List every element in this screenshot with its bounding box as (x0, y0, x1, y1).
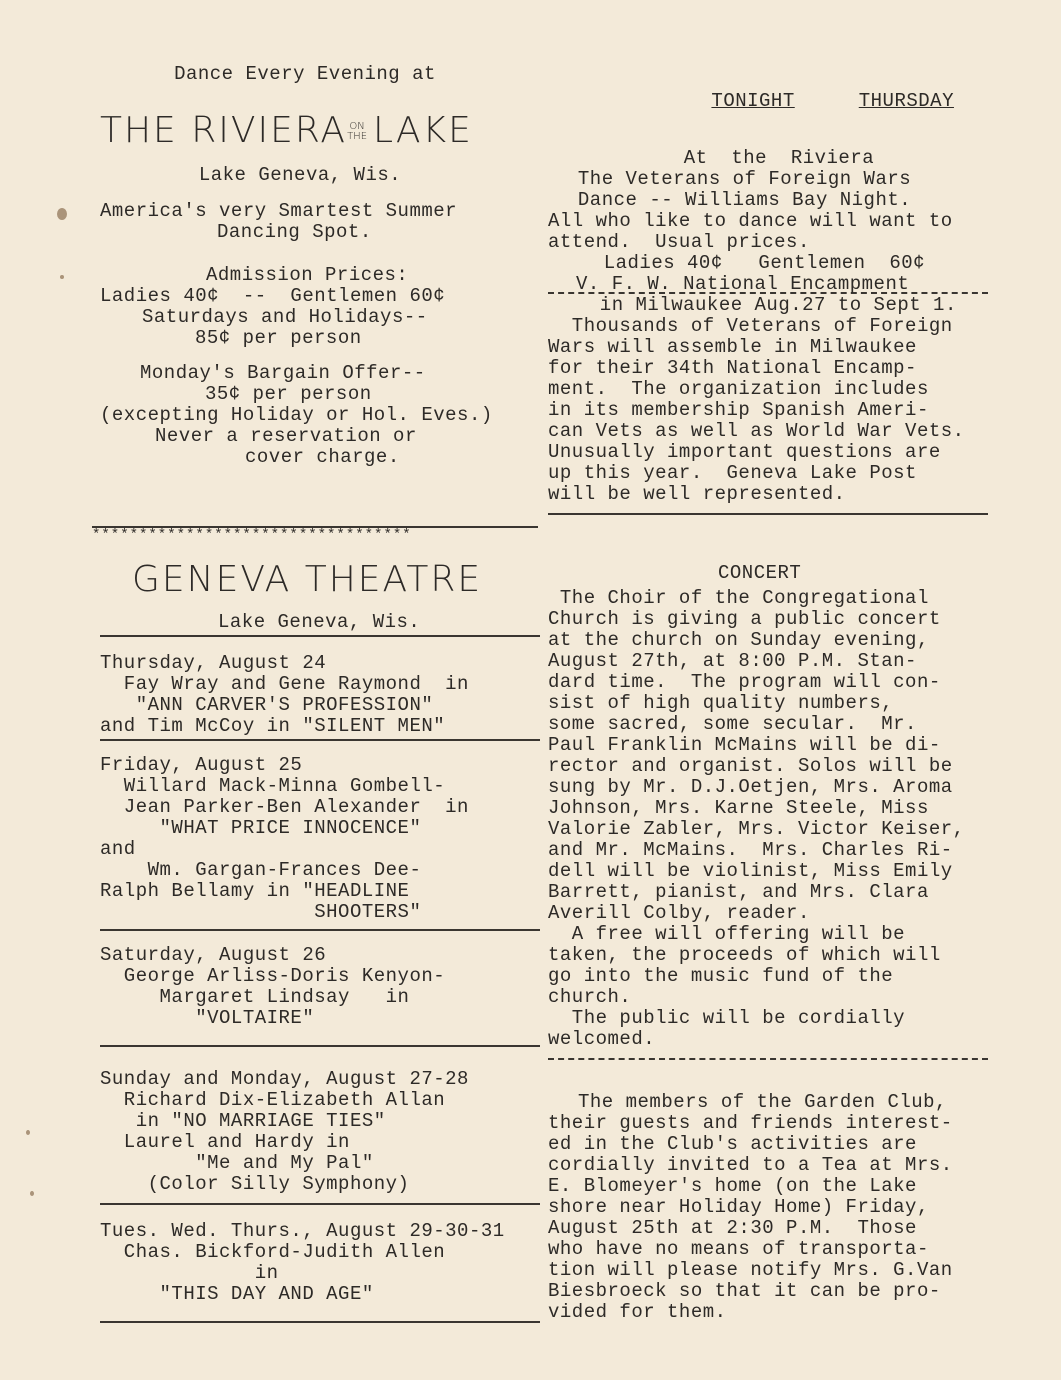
tonight-heading: TONIGHT THURSDAY (711, 90, 954, 112)
listing-tue-wed-thu: Tues. Wed. Thurs., August 29-30-31 Chas. Bickford-Judith Allen in "THIS DAY AND AGE" (100, 1220, 505, 1305)
listing-friday: Friday, August 25 Willard Mack-Minna Gombell- Jean Parker-Ben Alexander in "WHAT PRICE INNOCENCE" and Wm. Gargan-Frances Dee- Ralph Bellamy in "HEADLINE SHOOTERS" (100, 754, 469, 923)
riviera-tagline: America's very Smartest Summer Dancing Spot. (100, 200, 458, 243)
riviera-location: Lake Geneva, Wis. (198, 164, 402, 186)
riviera-bargain: Monday's Bargain Offer-- 35¢ per person (excepting Holiday or Hol. Eves.) Never a reservation or cover charge. (100, 362, 493, 468)
riviera-admission: Admission Prices: Ladies 40¢ -- Gentlemen 60¢ Saturdays and Holidays-- 85¢ per person (100, 264, 446, 349)
vfw-notice: V. F. W. National Encampment in Milwaukee Aug.27 to Sept 1. Thousands of Veterans of Foreign Wars will assemble in Milwaukee for their 34th National Encamp- ment. The organization includes in its membership Spanish Ameri- can Vets as well as World War Vets. Unusually important questions are up this year. Geneva Lake Post will be well represented. (548, 274, 988, 515)
theatre-title: GENEVA THEATRE (132, 559, 483, 600)
listing-thursday: Thursday, August 24 Fay Wray and Gene Raymond in "ANN CARVER'S PROFESSION" and Tim McCoy in "SILENT MEN" (100, 652, 469, 737)
paper-speck (60, 275, 64, 279)
star-divider: ********************************** (92, 526, 538, 542)
riviera-intro: Dance Every Evening at (174, 63, 436, 85)
concert-notice: CONCERT The Choir of the Congregational Church is giving a public concert at the church on Sunday evening, August 27th, at 8:00 P.M. Stan- dard time. The program will con- sist of high quality numbers, some sacred, some secular. Mr. Paul Franklin McMains will be di- rector and organist. Solos will be sung by Mr. D.J.Oetjen, Mrs. Aroma Johnson, Mrs. Karne Steele, Miss Valorie Zabler, Mrs. Victor Keiser, and Mr. McMains. Mrs. Charles Ri- dell will be violinist, Miss Emily Barrett, pianist, and Mrs. Clara Averill Colby, reader. A free will offering will be taken, the proceeds of which will go into the music fund of the church. The public will be cordially welcomed. (548, 563, 988, 1060)
paper-speck (57, 208, 67, 220)
riviera-logo: THE RIVIERA ON THE LAKE (100, 110, 473, 151)
listing-saturday: Saturday, August 26 George Arliss-Doris Kenyon- Margaret Lindsay in "VOLTAIRE" (100, 944, 446, 1029)
listing-sunday-monday: Sunday and Monday, August 27-28 Richard Dix-Elizabeth Allan in "NO MARRIAGE TIES" Laurel and Hardy in "Me and My Pal" (Color Silly Symphony) (100, 1068, 469, 1195)
garden-club-notice: The members of the Garden Club, their guests and friends interest- ed in the Club's activities are cordially invited to a Tea at Mrs. E. Blomeyer's home (on the Lake shore near Holiday Home) Friday, August 25th at 2:30 P.M. Those who have no means of transporta- tion will please notify Mrs. G.Van Biesbroeck so that it can be pro- vided for them. (548, 1091, 953, 1323)
paper-speck (26, 1130, 30, 1135)
paper-speck (30, 1191, 34, 1196)
theatre-location: Lake Geneva, Wis. (218, 611, 421, 633)
riviera-ad (100, 64, 540, 468)
theatre-section (100, 560, 540, 1323)
concert-title: CONCERT (718, 562, 802, 584)
tonight-notice: TONIGHT THURSDAY At the Riviera The Veterans of Foreign Wars Dance -- Williams Bay Night. All who like to dance will want to attend. Usual prices. Ladies 40¢ Gentlemen 60¢ (548, 70, 988, 294)
